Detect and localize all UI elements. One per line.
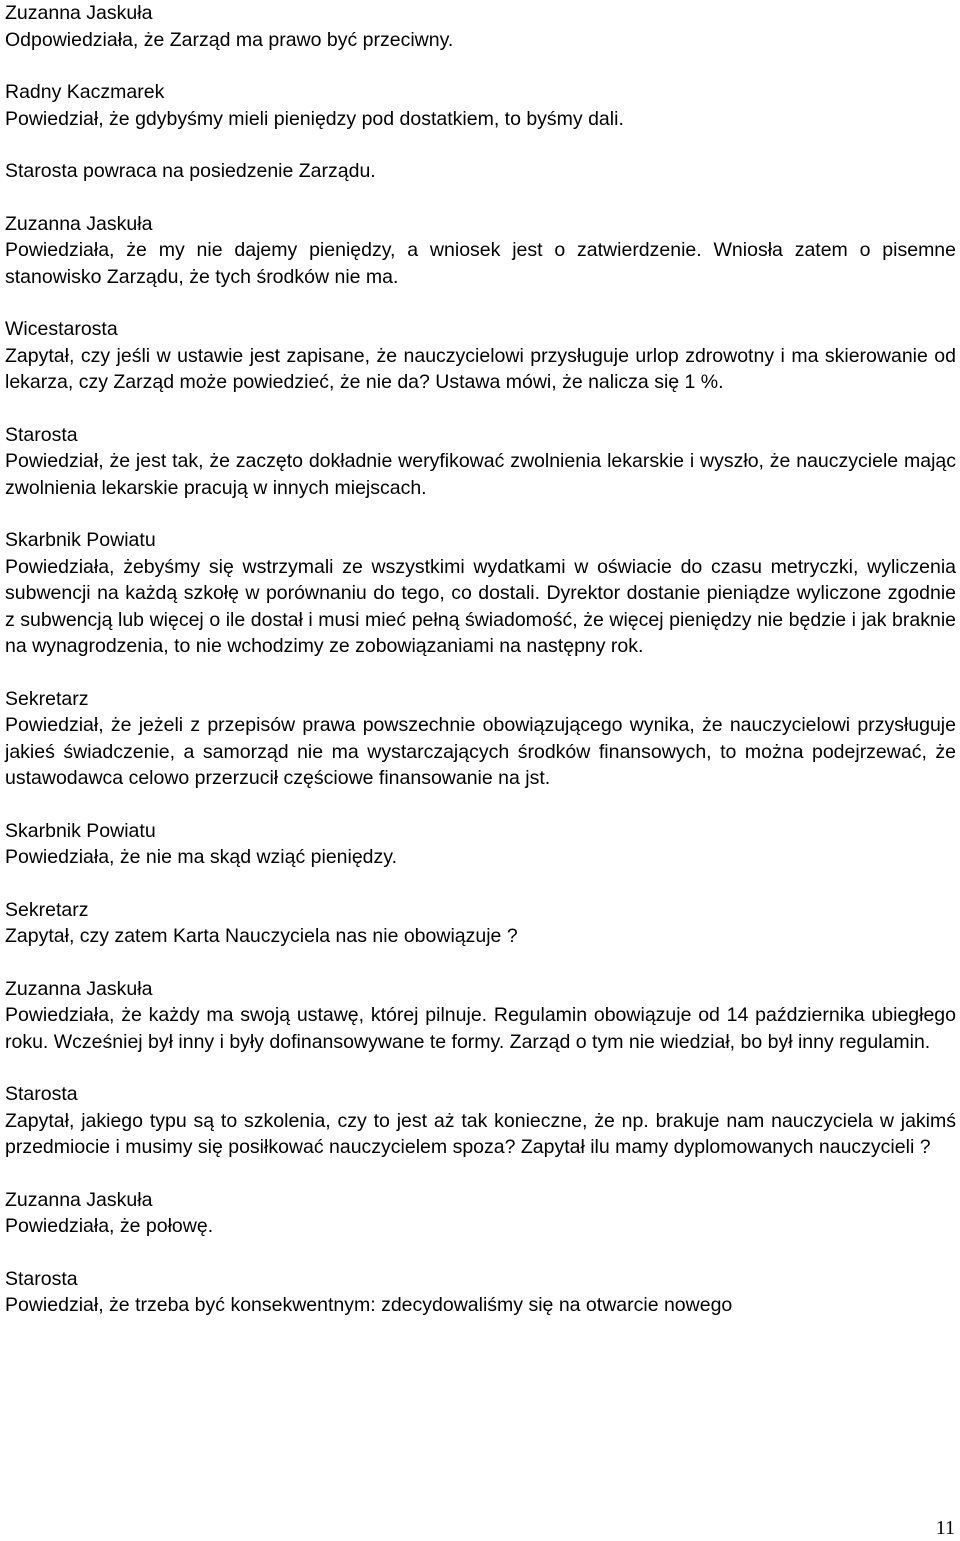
speaker-name: Skarbnik Powiatu (5, 819, 156, 842)
speech-block (5, 1081, 956, 1161)
speech-block (5, 211, 956, 291)
speaker-name: Wicestarosta (5, 318, 118, 340)
speech-text: Powiedziała, że my nie dajemy pieniędzy, a wniosek jest o zatwierdzenie. Wniosła zatem o pisemne stanowisko Zarządu, że tych środków nie ma. (5, 239, 956, 288)
speech-block (5, 686, 956, 792)
speech-block (5, 1266, 956, 1319)
speech-block (5, 976, 956, 1056)
speech-block (5, 0, 956, 53)
speech-block (5, 422, 956, 502)
speech-block (5, 1187, 956, 1240)
speech-block (5, 897, 956, 950)
speaker-name: Starosta (5, 1083, 78, 1105)
speech-block (5, 316, 956, 396)
speech-text: Powiedziała, że każdy ma swoją ustawę, której pilnuje. Regulamin obowiązuje od 14 października ubiegłego roku. Wcześniej był inny i były dofinansowywane te formy. Zarząd o tym nie wiedział, bo był inny regulamin. (5, 1004, 956, 1053)
speaker-name: Zuzanna Jaskuła (5, 2, 153, 24)
speaker-name: Sekretarz (5, 687, 89, 710)
speaker-name: Starosta (5, 423, 78, 446)
speech-text: Zapytał, jakiego typu są to szkolenia, czy to jest aż tak konieczne, że np. brakuje nam nauczyciela w jakimś przedmiocie i musimy się posiłkować nauczycielem spoza? Zapytał ilu mamy dyplomowanych nauczycieli ? (5, 1109, 956, 1158)
document-body (5, 0, 956, 1345)
speech-block (5, 818, 956, 871)
speech-text: Powiedział, że jeżeli z przepisów prawa powszechnie obowiązującego wynika, że nauczycielowi przysługuje jakieś świadczenie, a samorząd nie ma wystarczających środków finansowych, to można podejrzewać, że ustawodawca celowo przerzucił częściowe finansowanie na jst. (5, 714, 956, 789)
speech-block (5, 527, 956, 660)
speech-text: Powiedziała, że połowę. (5, 1215, 214, 1237)
speech-text: Powiedział, że gdybyśmy mieli pieniędzy pod dostatkiem, to byśmy dali. (5, 107, 624, 130)
speech-text: Zapytał, czy jeśli w ustawie jest zapisane, że nauczycielowi przysługuje urlop zdrowotny i ma skierowanie od lekarza, czy Zarząd może powiedzieć, że nie da? Ustawa mówi, że nalicza się 1 %. (5, 344, 956, 393)
speech-text: Zapytał, czy zatem Karta Nauczyciela nas nie obowiązuje ? (5, 925, 518, 947)
speaker-name: Zuzanna Jaskuła (5, 977, 153, 1000)
speaker-name: Radny Kaczmarek (5, 81, 165, 103)
speech-text: Powiedział, że jest tak, że zaczęto dokładnie weryfikować zwolnienia lekarskie i wyszło, że nauczyciele mając zwolnienia lekarskie pracują w innych miejscach. (5, 450, 956, 499)
speaker-name: Zuzanna Jaskuła (5, 1188, 153, 1211)
speech-text: Powiedział, że trzeba być konsekwentnym: zdecydowaliśmy się na otwarcie nowego (5, 1294, 733, 1316)
speaker-name: Starosta (5, 1267, 78, 1290)
speech-text: Odpowiedziała, że Zarząd ma prawo być przeciwny. (5, 28, 454, 51)
speaker-name: Sekretarz (5, 898, 89, 921)
speech-block (5, 79, 956, 132)
speaker-name: Skarbnik Powiatu (5, 529, 156, 551)
procedural-note: Starosta powraca na posiedzenie Zarządu. (5, 160, 376, 182)
page-number: 11 (935, 1517, 955, 1539)
speech-text: Powiedziała, żebyśmy się wstrzymali ze wszystkimi wydatkami w oświacie do czasu metryczki, wyliczenia subwencji na każdą szkołę w porównaniu do tego, co dostali. Dyrektor dostanie pieniądze wyliczone zgodnie z subwencją lub więcej o ile dostał i musi mieć pełną świadomość, że więcej pieniędzy nie będzie i jak braknie na wynagrodzenia, to nie wchodzimy ze zobowiązaniami na następny rok. (5, 555, 956, 657)
speech-text: Powiedziała, że nie ma skąd wziąć pieniędzy. (5, 846, 397, 868)
speaker-name: Zuzanna Jaskuła (5, 212, 153, 235)
